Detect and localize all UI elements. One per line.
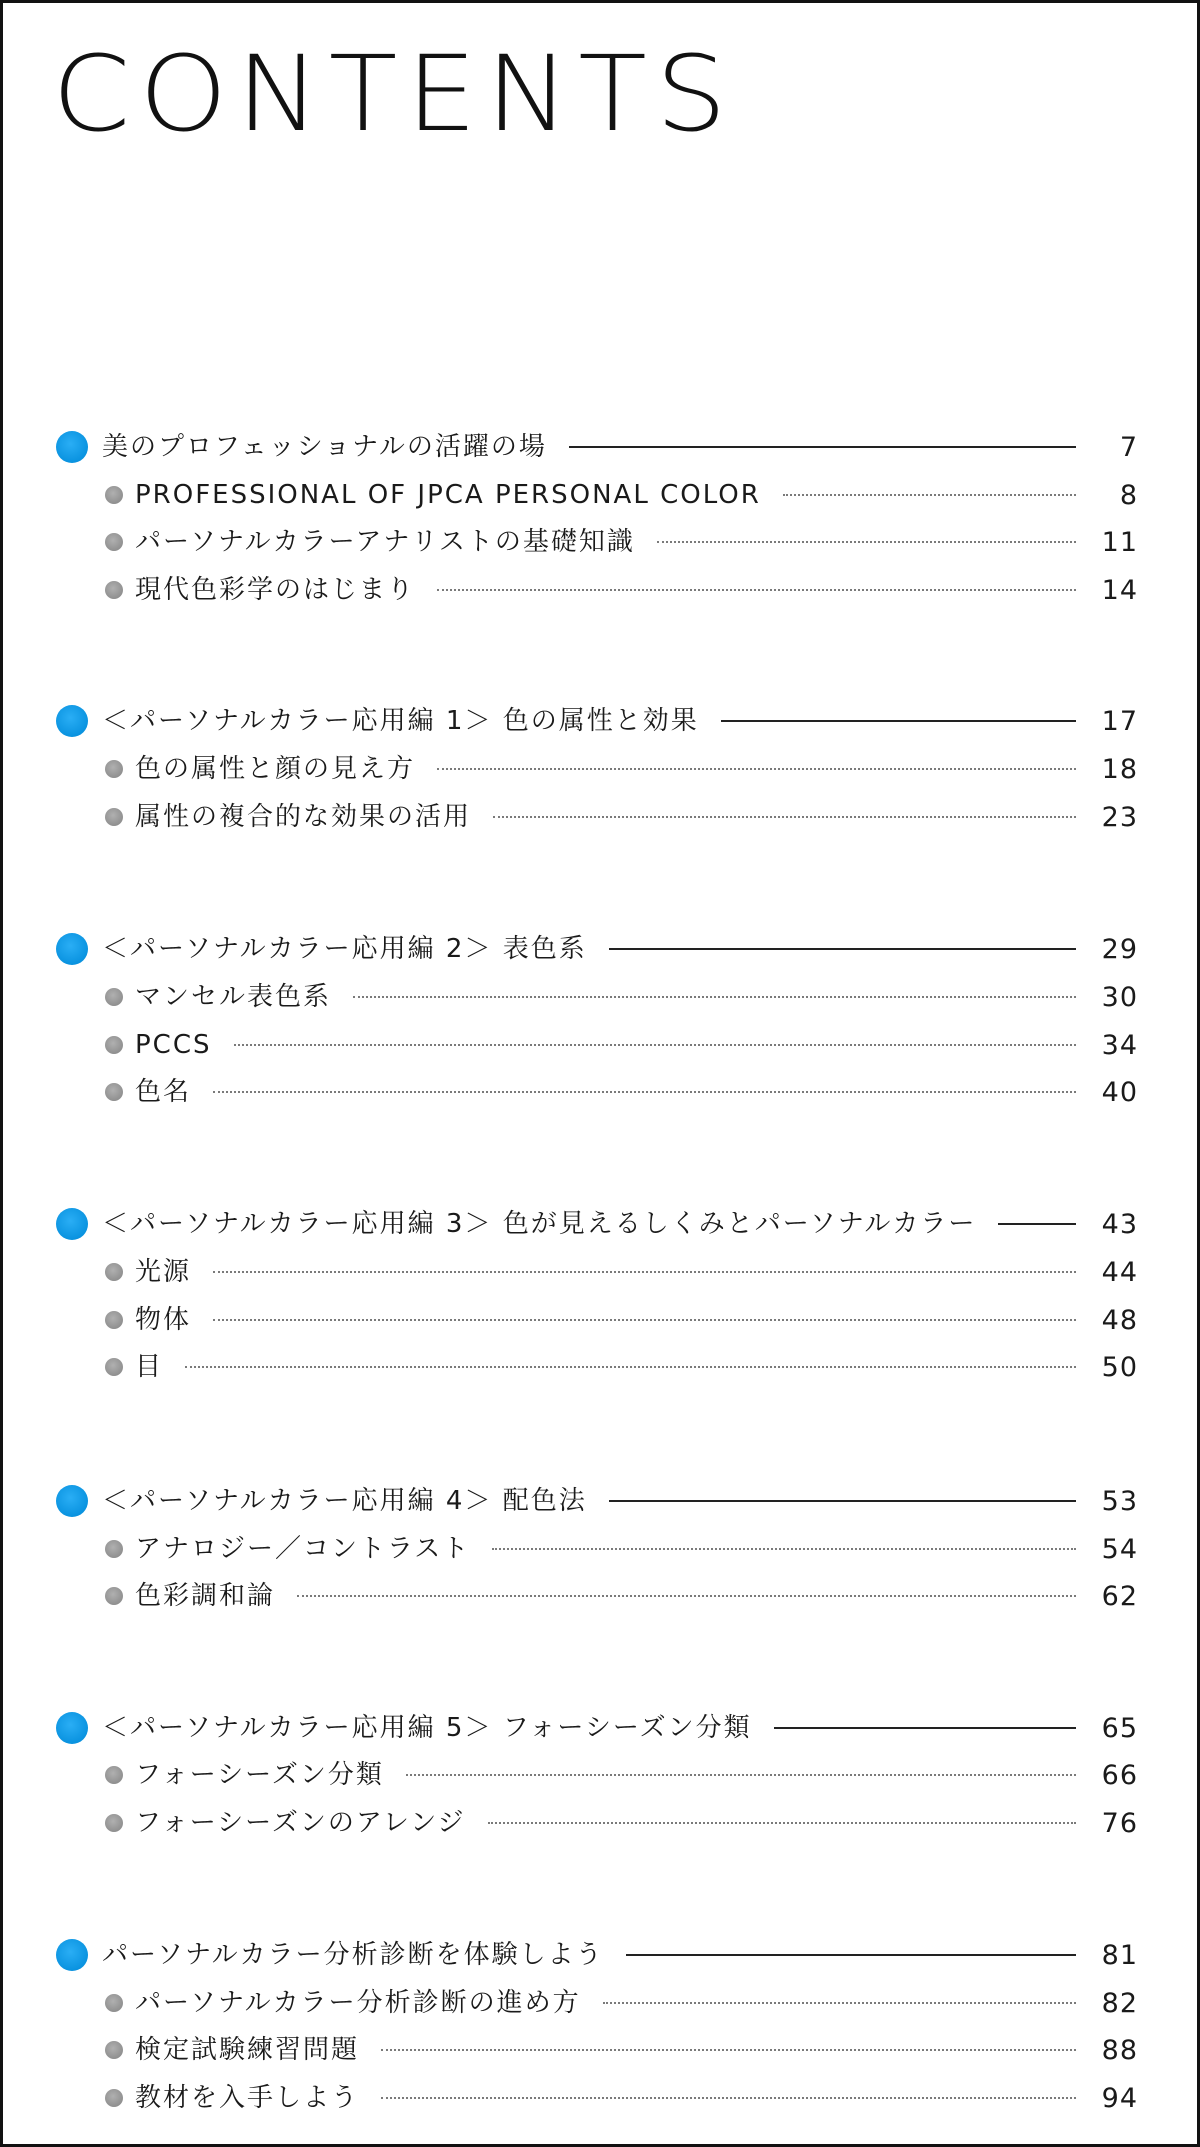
dotted-leader-line — [437, 768, 1076, 770]
item-title: 属性の複合的な効果の活用 — [135, 802, 472, 832]
dotted-leader-line — [381, 2097, 1076, 2099]
dotted-leader-line — [488, 1822, 1076, 1824]
gray-bullet-icon — [105, 1587, 123, 1605]
section-title: ＜パーソナルカラー応用編 3＞ 色が見えるしくみとパーソナルカラー — [102, 1209, 977, 1239]
item-title: パーソナルカラー分析診断の進め方 — [135, 1988, 581, 2018]
blue-bullet-icon — [56, 1208, 88, 1240]
dotted-leader-line — [213, 1271, 1076, 1273]
dotted-leader-line — [213, 1319, 1076, 1321]
section-title: ＜パーソナルカラー応用編 1＞ 色の属性と効果 — [102, 706, 699, 736]
toc-item[interactable] — [0, 566, 1200, 614]
toc-item[interactable] — [0, 1343, 1200, 1391]
toc-item[interactable] — [0, 1799, 1200, 1847]
dotted-leader-line — [603, 2002, 1076, 2004]
item-title: 現代色彩学のはじまり — [135, 575, 416, 605]
dotted-leader-line — [783, 494, 1076, 496]
page-number: 54 — [1101, 1533, 1138, 1565]
item-title: 目 — [135, 1352, 164, 1382]
gray-bullet-icon — [105, 486, 123, 504]
blue-bullet-icon — [56, 933, 88, 965]
page-number: 11 — [1101, 526, 1138, 558]
toc-section[interactable] — [0, 1704, 1200, 1752]
toc-item[interactable] — [0, 1751, 1200, 1799]
toc-section[interactable] — [0, 697, 1200, 745]
gray-bullet-icon — [105, 808, 123, 826]
page-number: 62 — [1101, 1580, 1138, 1612]
blue-bullet-icon — [56, 705, 88, 737]
page-number: 53 — [1101, 1485, 1138, 1517]
gray-bullet-icon — [105, 1358, 123, 1376]
item-title: アナロジー／コントラスト — [135, 1534, 471, 1564]
dotted-leader-line — [297, 1595, 1076, 1597]
solid-leader-line — [609, 948, 1076, 950]
dotted-leader-line — [185, 1366, 1076, 1368]
page-number: 82 — [1101, 1987, 1138, 2019]
toc-item[interactable] — [0, 2026, 1200, 2074]
solid-leader-line — [721, 720, 1076, 722]
dotted-leader-line — [234, 1044, 1077, 1046]
page-number: 14 — [1101, 574, 1138, 606]
page-number: 23 — [1101, 801, 1138, 833]
gray-bullet-icon — [105, 1766, 123, 1784]
gray-bullet-icon — [105, 533, 123, 551]
gray-bullet-icon — [105, 1263, 123, 1281]
toc-item[interactable] — [0, 2074, 1200, 2122]
toc-item[interactable] — [0, 471, 1200, 519]
blue-bullet-icon — [56, 1712, 88, 1744]
page-number: 18 — [1101, 753, 1138, 785]
item-title: 色の属性と顔の見え方 — [135, 754, 416, 784]
gray-bullet-icon — [105, 2041, 123, 2059]
page-number: 40 — [1101, 1076, 1138, 1108]
item-title: 教材を入手しよう — [135, 2083, 360, 2113]
item-title: PCCS — [135, 1030, 212, 1060]
item-title: 色彩調和論 — [135, 1581, 276, 1611]
page-number: 43 — [1101, 1208, 1138, 1240]
page-number: 30 — [1101, 981, 1138, 1013]
gray-bullet-icon — [105, 1540, 123, 1558]
page-number: 7 — [1119, 431, 1138, 463]
gray-bullet-icon — [105, 1994, 123, 2012]
blue-bullet-icon — [56, 1485, 88, 1517]
dotted-leader-line — [381, 2049, 1076, 2051]
toc-section[interactable] — [0, 1477, 1200, 1525]
toc-item[interactable] — [0, 793, 1200, 841]
toc-item[interactable] — [0, 1296, 1200, 1344]
section-title: ＜パーソナルカラー応用編 4＞ 配色法 — [102, 1486, 587, 1516]
blue-bullet-icon — [56, 431, 88, 463]
gray-bullet-icon — [105, 1036, 123, 1054]
page-number: 50 — [1101, 1351, 1138, 1383]
section-title: パーソナルカラー分析診断を体験しよう — [102, 1940, 604, 1970]
gray-bullet-icon — [105, 581, 123, 599]
toc-item[interactable] — [0, 1068, 1200, 1116]
solid-leader-line — [998, 1223, 1076, 1225]
page-number: 48 — [1101, 1304, 1138, 1336]
gray-bullet-icon — [105, 1083, 123, 1101]
item-title: マンセル表色系 — [135, 982, 332, 1012]
page-number: 65 — [1101, 1712, 1138, 1744]
item-title: パーソナルカラーアナリストの基礎知識 — [135, 527, 635, 557]
gray-bullet-icon — [105, 760, 123, 778]
page-number: 44 — [1101, 1256, 1138, 1288]
toc-section[interactable] — [0, 925, 1200, 973]
dotted-leader-line — [492, 1548, 1076, 1550]
toc-item[interactable] — [0, 1525, 1200, 1573]
toc-section[interactable] — [0, 423, 1200, 471]
dotted-leader-line — [657, 541, 1076, 543]
page-number: 88 — [1101, 2034, 1138, 2066]
page-number: 76 — [1101, 1807, 1138, 1839]
dotted-leader-line — [406, 1774, 1076, 1776]
item-title: フォーシーズン分類 — [135, 1760, 384, 1790]
item-title: 光源 — [135, 1257, 192, 1287]
page-number: 81 — [1101, 1939, 1138, 1971]
toc-item[interactable] — [0, 745, 1200, 793]
section-title: ＜パーソナルカラー応用編 2＞ 表色系 — [102, 934, 587, 964]
page-number: 34 — [1101, 1029, 1138, 1061]
blue-bullet-icon — [56, 1939, 88, 1971]
item-title: PROFESSIONAL OF JPCA PERSONAL COLOR — [135, 480, 761, 510]
item-title: 物体 — [135, 1305, 192, 1335]
gray-bullet-icon — [105, 988, 123, 1006]
item-title: 色名 — [135, 1077, 192, 1107]
gray-bullet-icon — [105, 2089, 123, 2107]
item-title: 検定試験練習問題 — [135, 2035, 360, 2065]
item-title: フォーシーズンのアレンジ — [135, 1808, 466, 1838]
page-title: CONTENTS — [52, 33, 736, 155]
section-title: 美のプロフェッショナルの活躍の場 — [102, 432, 547, 462]
page-number: 8 — [1119, 479, 1138, 511]
solid-leader-line — [569, 446, 1076, 448]
toc-item[interactable] — [0, 973, 1200, 1021]
dotted-leader-line — [213, 1091, 1076, 1093]
page-number: 94 — [1101, 2082, 1138, 2114]
dotted-leader-line — [437, 589, 1076, 591]
gray-bullet-icon — [105, 1814, 123, 1832]
gray-bullet-icon — [105, 1311, 123, 1329]
solid-leader-line — [609, 1500, 1076, 1502]
toc-section[interactable] — [0, 1931, 1200, 1979]
dotted-leader-line — [493, 816, 1076, 818]
toc-item[interactable] — [0, 1979, 1200, 2027]
page-number: 66 — [1101, 1759, 1138, 1791]
dotted-leader-line — [353, 996, 1076, 998]
toc-item[interactable] — [0, 1248, 1200, 1296]
toc-item[interactable] — [0, 1021, 1200, 1069]
page-number: 17 — [1101, 705, 1138, 737]
solid-leader-line — [626, 1954, 1076, 1956]
solid-leader-line — [774, 1727, 1076, 1729]
section-title: ＜パーソナルカラー応用編 5＞ フォーシーズン分類 — [102, 1713, 752, 1743]
toc-item[interactable] — [0, 1572, 1200, 1620]
page-number: 29 — [1101, 933, 1138, 965]
toc-item[interactable] — [0, 518, 1200, 566]
toc-section[interactable] — [0, 1200, 1200, 1248]
